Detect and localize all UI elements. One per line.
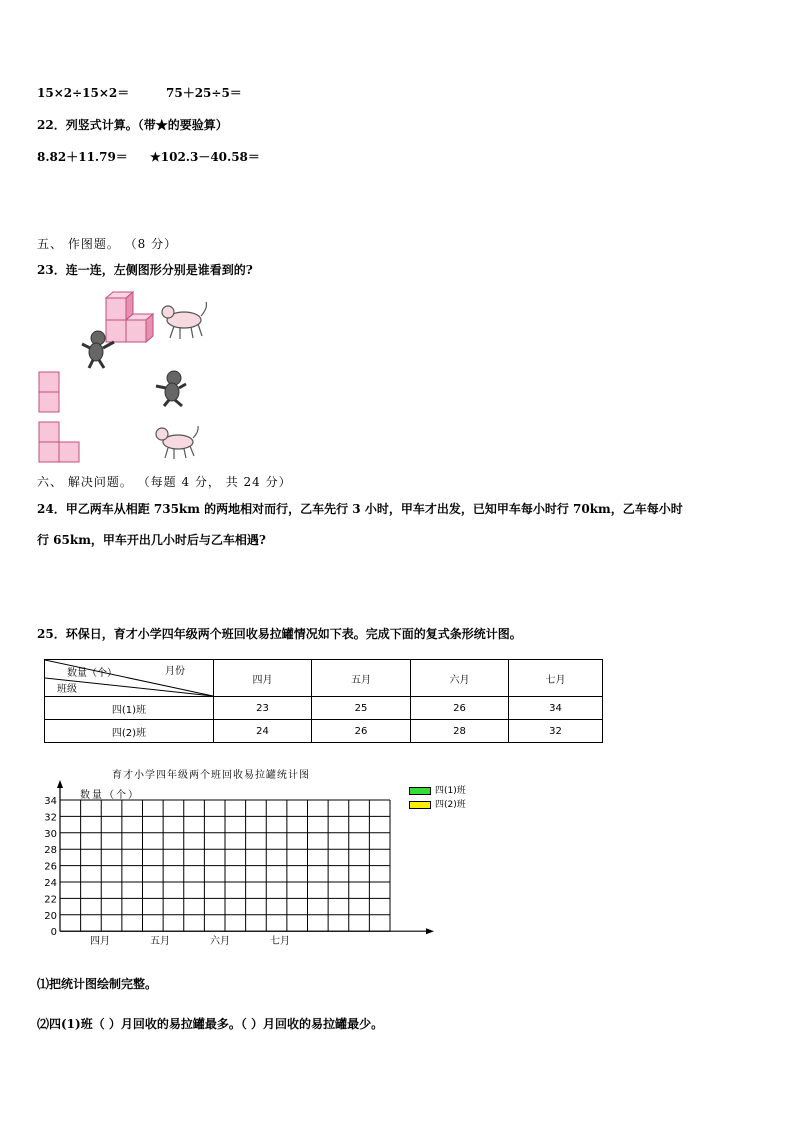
front-view-shape-1 (39, 372, 59, 412)
bar-chart-grid (30, 780, 450, 955)
front-view-shape-2 (39, 422, 79, 462)
table-cell: 26 (411, 697, 509, 720)
question-22-title: 22．列竖式计算。（带★的要验算） (37, 118, 228, 132)
chart-y-axis-label: 数量（个） (80, 790, 140, 801)
q23-figure (36, 288, 216, 466)
recycling-data-table (44, 659, 603, 743)
y-tick-label: 30 (44, 828, 57, 840)
table-cell: 28 (411, 720, 509, 743)
x-axis-arrow-icon (426, 928, 434, 934)
question-25-sub-1: ⑴把统计图绘制完整。 (37, 977, 158, 991)
y-axis-arrow-icon (57, 780, 63, 788)
question-25-sub-2: ⑵四(1)班（ ）月回收的易拉罐最多。（ ）月回收的易拉罐最少。 (37, 1017, 384, 1031)
dog-icon (156, 426, 198, 459)
y-tick-label: 20 (44, 910, 57, 922)
calc-expression-1: 15×2÷15×2＝ (37, 86, 130, 100)
x-category-label: 七月 (270, 936, 290, 948)
month-header: 四月 (214, 660, 312, 697)
y-tick-label: 24 (44, 878, 57, 889)
monkey-icon (156, 371, 186, 406)
chart-title: 育才小学四年级两个班回收易拉罐统计图 (112, 770, 310, 781)
table-cell: 34 (509, 697, 603, 720)
table-cell: 32 (509, 720, 603, 743)
legend-label-class2: 四(2)班 (435, 800, 466, 810)
class-label: 四(2)班 (45, 720, 214, 743)
month-header: 六月 (411, 660, 509, 697)
y-tick-label: 28 (44, 845, 57, 857)
question-23-title: 23．连一连，左侧图形分别是谁看到的? (37, 263, 253, 277)
question-24-line-2: 行 65km，甲车开出几小时后与乙车相遇? (37, 533, 266, 547)
q22-expression-1: 8.82＋11.79＝ (37, 150, 128, 164)
table-cell: 23 (214, 697, 312, 720)
question-25-title: 25．环保日，育才小学四年级两个班回收易拉罐情况如下表。完成下面的复式条形统计图。 (37, 627, 522, 641)
section-6-title: 六、 解决问题。 （每题 4 分， 共 24 分） (37, 475, 292, 489)
x-category-label: 四月 (90, 936, 110, 948)
y-tick-label: 26 (44, 861, 57, 873)
x-category-label: 五月 (150, 936, 170, 948)
y-tick-label: 0 (50, 927, 57, 939)
corner-quantity-label: 数量（个） (67, 668, 117, 679)
month-header: 五月 (312, 660, 411, 697)
corner-month-label: 月份 (165, 666, 185, 677)
table-cell: 26 (312, 720, 411, 743)
y-tick-label: 22 (44, 894, 57, 906)
section-5-title: 五、 作图题。 （8 分） (37, 237, 178, 251)
table-cell: 25 (312, 697, 411, 720)
dog-icon (162, 302, 206, 339)
legend-label-class1: 四(1)班 (435, 786, 466, 796)
cube-stack-icon (106, 292, 153, 342)
question-24-line-1: 24．甲乙两车从相距 735km 的两地相对而行，乙车先行 3 小时，甲车才出发，已知甲车每小时行 70km，乙车每小时 (37, 502, 683, 516)
calc-expression-2: 75＋25÷5＝ (166, 86, 242, 100)
class-label: 四(1)班 (45, 697, 214, 720)
y-tick-label: 34 (44, 796, 57, 807)
y-tick-label: 32 (44, 812, 57, 824)
q22-expression-2: ★102.3－40.58＝ (150, 150, 260, 164)
table-cell: 24 (214, 720, 312, 743)
month-header: 七月 (509, 660, 603, 697)
x-category-label: 六月 (210, 936, 230, 948)
corner-class-label: 班级 (57, 684, 77, 695)
table-corner-header (45, 660, 214, 697)
table-row (45, 720, 603, 743)
table-row (45, 697, 603, 720)
